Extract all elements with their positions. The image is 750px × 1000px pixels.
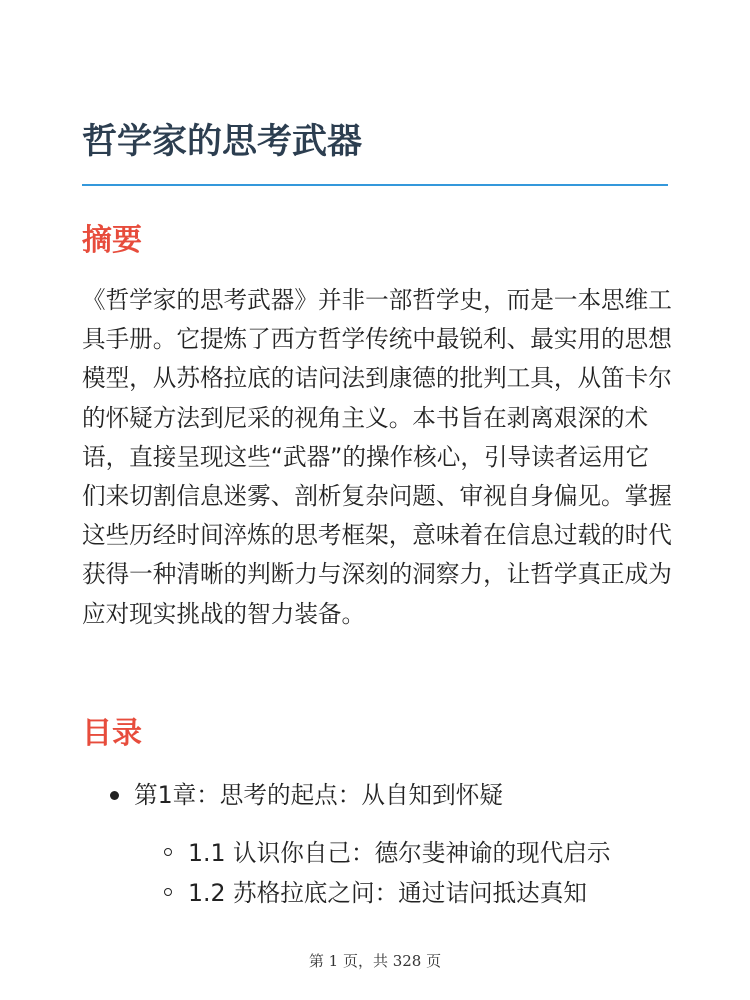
bullet-disc-icon xyxy=(110,791,119,800)
title-divider xyxy=(82,184,668,186)
page-number-footer: 第 1 页，共 328 页 xyxy=(308,952,442,970)
toc-section-label: 1.2 苏格拉底之问：通过诘问抵达真知 xyxy=(188,879,587,907)
abstract-heading: 摘要 xyxy=(82,223,142,258)
toc-chapter-1-sections xyxy=(134,833,672,913)
bullet-circle-icon xyxy=(164,848,172,856)
toc-section-label: 1.1 认识你自己：德尔斐神谕的现代启示 xyxy=(188,839,611,867)
table-of-contents xyxy=(82,775,672,913)
toc-section-1-2[interactable] xyxy=(134,873,672,913)
bullet-circle-icon xyxy=(164,888,172,896)
toc-section-1-1[interactable] xyxy=(134,833,672,873)
toc-heading: 目录 xyxy=(82,716,142,751)
abstract-text: 《哲学家的思考武器》并非一部哲学史，而是一本思维工具手册。它提炼了西方哲学传统中最锐利、最实用的思想模型，从苏格拉底的诘问法到康德的批判工具，从笛卡尔的怀疑方法到尼采的视角主义。本书旨在剥离艰深的术语，直接呈现这些“武器”的操作核心，引导读者运用它们来切割信息迷雾、剖析复杂问题、审视自身偏见。掌握这些历经时间淬炼的思考框架，意味着在信息过载的时代获得一种清晰的判断力与深刻的洞察力，让哲学真正成为应对现实挑战的智力装备。 xyxy=(82,286,672,628)
document-title: 哲学家的思考武器 xyxy=(82,122,363,162)
toc-chapter-1[interactable] xyxy=(82,775,672,913)
toc-chapter-label: 第1章：思考的起点：从自知到怀疑 xyxy=(134,781,503,809)
